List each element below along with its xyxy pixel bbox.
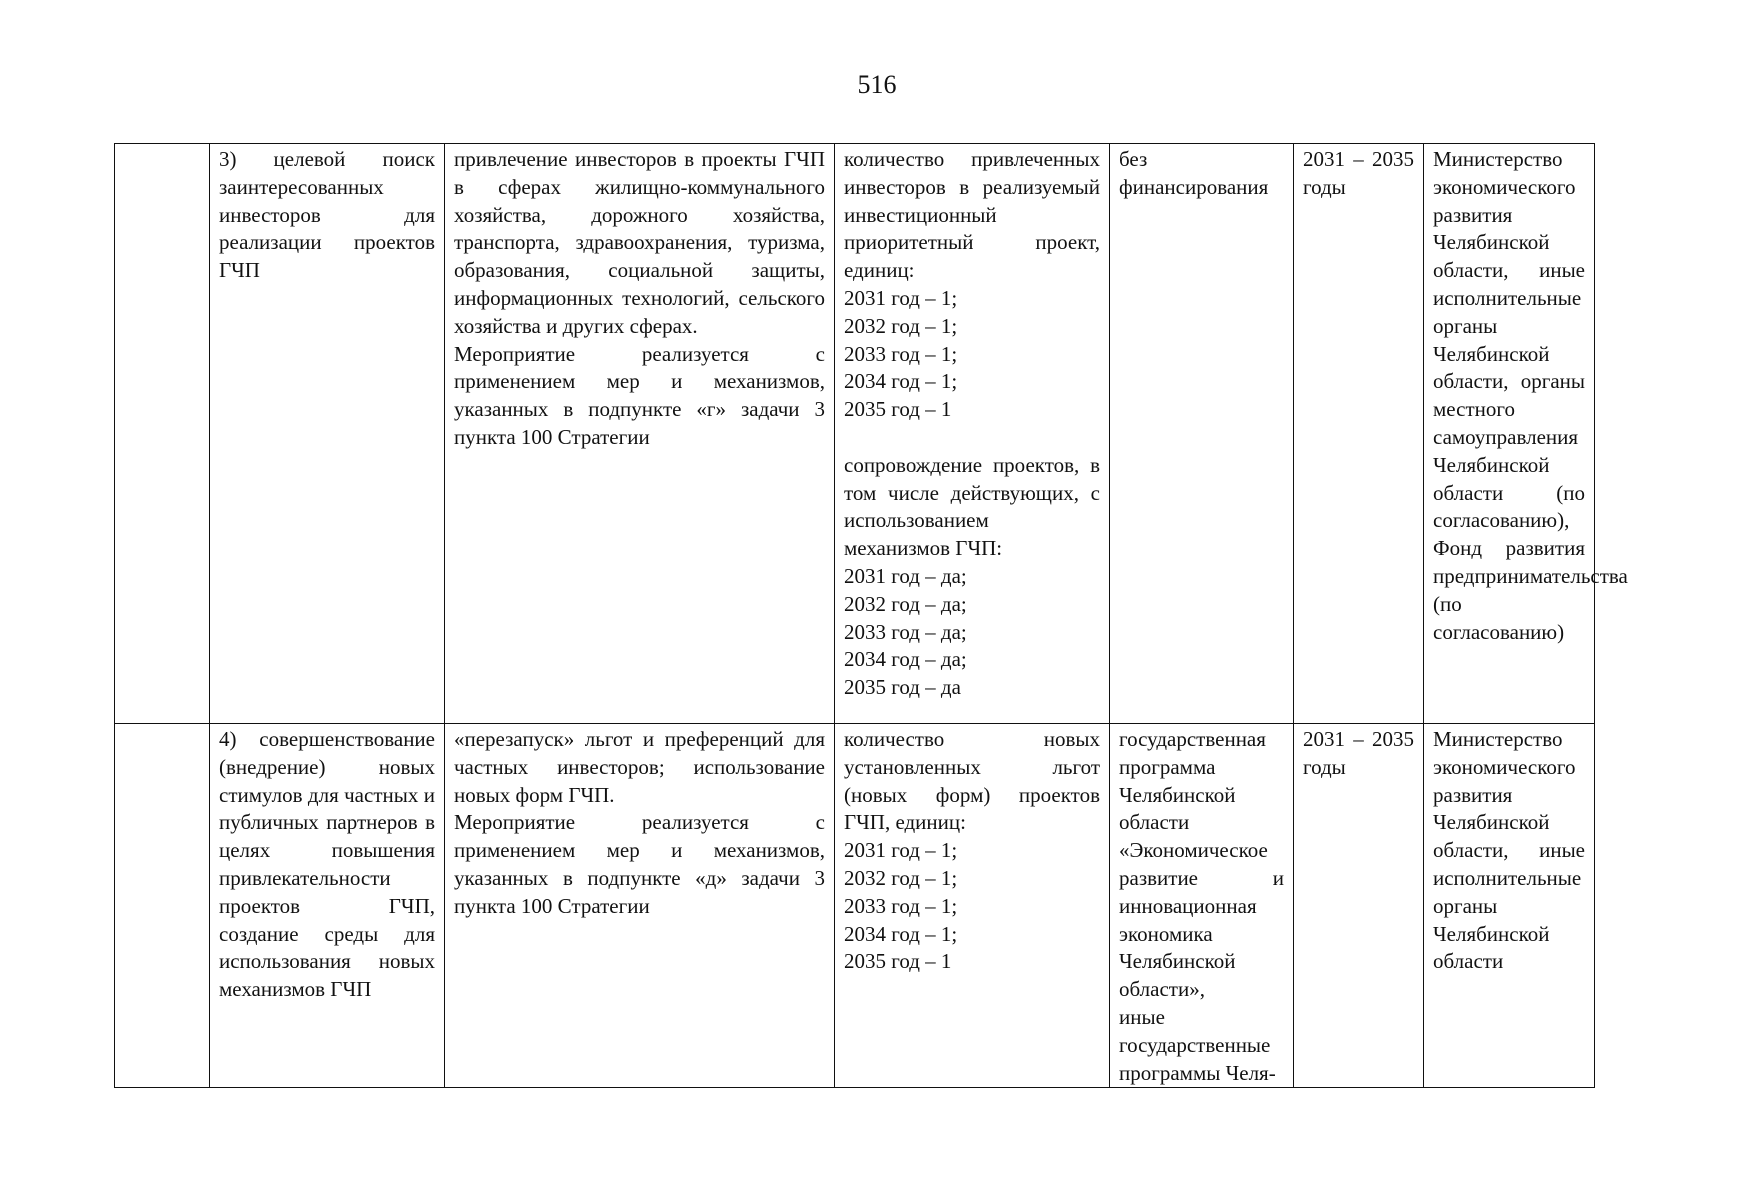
measure-text: 4) совершенствование (внедрение) новых стимулов для частных и публичных партнеров в целях повышения привлекательности проектов ГЧП, создание среды для использования новых механизмов ГЧП	[219, 727, 435, 1002]
indicators-text: количество привлеченных инвесторов в реализуемый инвестиционный приоритетный проект, единиц: 2031 год – 1; 2032 год – 1; 2033 год – 1; 2034 год – 1; 2035 год – 1 сопровождение проектов, в том числе действующих, с использованием механизмов ГЧП: 2031 год – да; 2032 год – да; 2033 год – да; 2034 год – да; 2035 год – да	[844, 147, 1100, 700]
measure-text: 3) целевой поиск заинтересованных инвесторов для реализации проектов ГЧП	[219, 147, 435, 283]
period-cell	[1294, 144, 1424, 724]
indicators-cell	[835, 724, 1110, 1088]
indicators-cell	[835, 144, 1110, 724]
table-row	[115, 724, 1595, 1088]
table-row	[115, 144, 1595, 724]
content-text: «перезапуск» льгот и преференций для частных инвесторов; использование новых форм ГЧП. Мероприятие реализуется с применением мер и механизмов, указанных в подпункте «д» задачи 3 пункта 100 Стратегии	[454, 727, 825, 918]
indicators-text: количество новых установленных льгот (новых форм) проектов ГЧП, единиц: 2031 год – 1; 2032 год – 1; 2033 год – 1; 2034 год – 1; 2035 год – 1	[844, 727, 1100, 974]
measure-cell	[210, 724, 445, 1088]
content-cell	[445, 144, 835, 724]
funding-text: без финансирования	[1119, 147, 1269, 199]
content-text: привлечение инвесторов в проекты ГЧП в сферах жилищно-коммунального хозяйства, дорожного хозяйства, транспорта, здравоохранения, туризма, образования, социальной защиты, информационных технологий, сельского хозяйства и других сферах. Мероприятие реализуется с применением мер и механизмов, указанных в подпункте «г» задачи 3 пункта 100 Стратегии	[454, 147, 825, 449]
measure-cell	[210, 144, 445, 724]
funding-cell	[1110, 724, 1294, 1088]
executors-cell	[1424, 144, 1628, 724]
funding-text: государственная программа Челябинской области «Экономическое развитие и инновационная экономика Челябинской области», иные государственные программы Челя-	[1119, 727, 1284, 1085]
executors-text: Министерство экономического развития Челябинской области, иные исполнительные органы Челябинской области	[1433, 727, 1585, 974]
period-cell	[1294, 724, 1424, 1088]
page-number: 516	[857, 70, 897, 99]
executors-text: Министерство экономического развития Челябинской области, иные исполнительные органы Челябинской области, органы местного самоуправления Челябинской области (по согласованию), Фонд развития предпринимательства (по согласованию)	[1433, 147, 1628, 644]
measures-table	[114, 143, 1628, 1088]
content-cell	[445, 724, 835, 1088]
row-number-cell	[115, 724, 210, 1088]
executors-cell	[1424, 724, 1595, 1088]
funding-cell	[1110, 144, 1294, 724]
period-text: 2031 – 2035 годы	[1303, 147, 1414, 199]
row-number-cell	[115, 144, 210, 724]
period-text: 2031 – 2035 годы	[1303, 727, 1414, 779]
